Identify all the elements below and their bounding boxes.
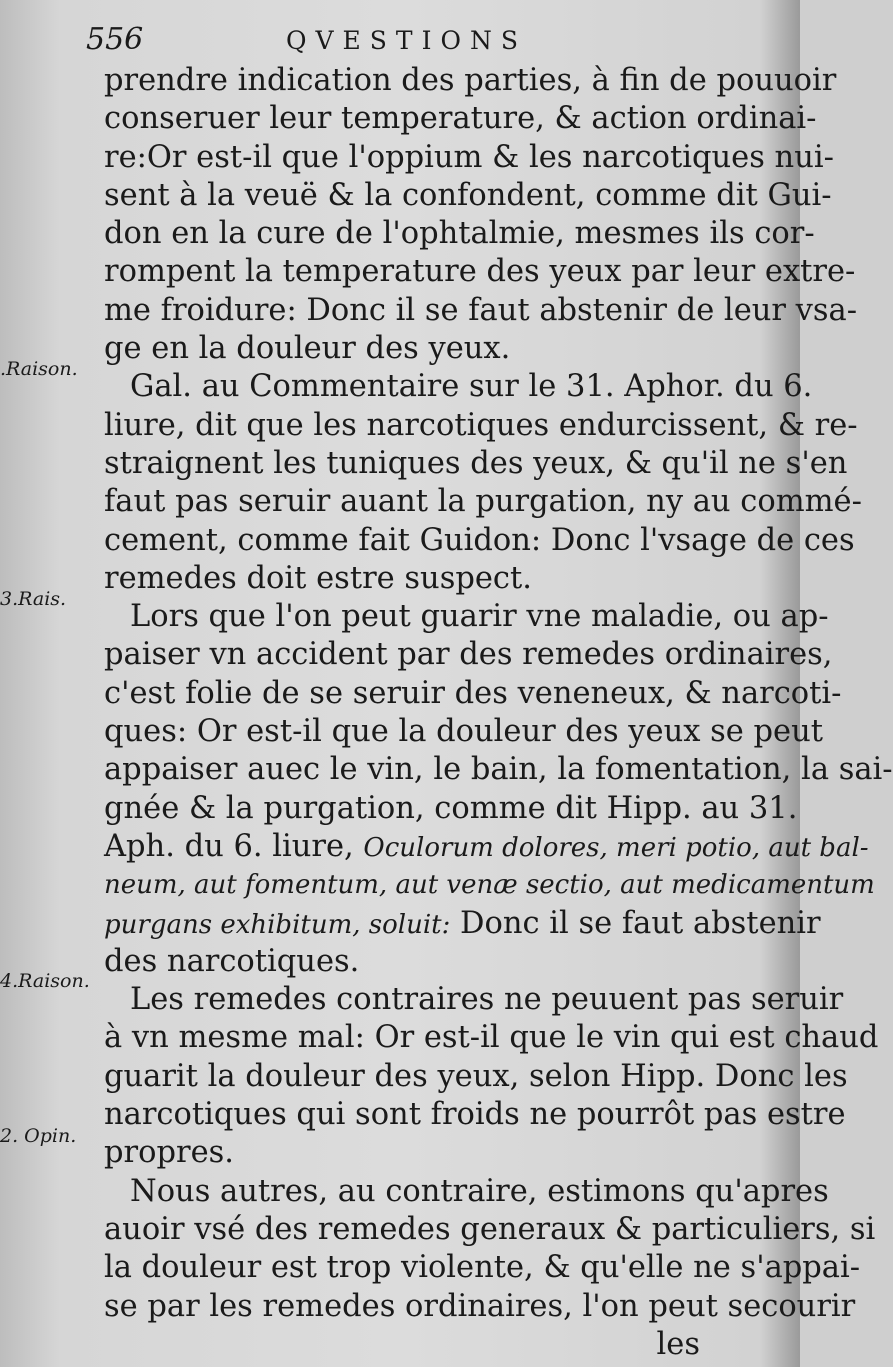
text-line: paiser vn accident par des remedes ordinaires, [104, 637, 833, 673]
text-line: ge en la douleur des yeux. [104, 331, 511, 367]
text-line: propres. [104, 1135, 234, 1171]
text-line [104, 905, 821, 943]
text-line: cement, comme fait Guidon: Donc l'vsage de ces [104, 522, 855, 558]
text-line: Nous autres, au contraire, estimons qu'apres [130, 1173, 829, 1209]
text-line: faut pas seruir auant la purgation, ny au commé- [104, 484, 862, 520]
text-line: don en la cure de l'ophtalmie, mesmes ils cor- [104, 216, 815, 252]
text-line: straignent les tuniques des yeux, & qu'il ne s'en [104, 445, 848, 481]
margin-note: 2. Opin. [0, 1125, 77, 1147]
text-line: la douleur est trop violente, & qu'elle ne s'appai- [104, 1250, 861, 1286]
latin-quote-line: neum, aut fomentum, aut venæ sectio, aut medicamentum [104, 870, 875, 901]
text-line: guarit la douleur des yeux, selon Hipp. Donc les [104, 1058, 848, 1094]
text-line: narcotiques qui sont froids ne pourrôt pas estre [104, 1097, 846, 1133]
page-number: 556 [86, 22, 144, 57]
margin-note: .Raison. [0, 358, 78, 380]
text-line: Lors que l'on peut guarir vne maladie, ou ap- [130, 599, 829, 635]
text-line: se par les remedes ordinaires, l'on peut secourir [104, 1288, 856, 1324]
margin-note: 3.Rais. [0, 588, 67, 610]
text-line [104, 828, 869, 866]
page-header [86, 22, 686, 62]
text-line: sent à la veuë & la confondent, comme dit Gui- [104, 177, 832, 213]
text-fragment: Donc il se faut abstenir [460, 905, 821, 941]
text-line: conseruer leur temperature, & action ordinai- [104, 101, 817, 137]
text-line: à vn mesme mal: Or est-il que le vin qui est chaud [104, 1020, 879, 1056]
text-line: des narcotiques. [104, 943, 360, 979]
text-line: Gal. au Commentaire sur le 31. Aphor. du 6. [130, 369, 813, 405]
text-line: ques: Or est-il que la douleur des yeux se peut [104, 714, 823, 750]
text-line: prendre indication des parties, à fin de pouuoir [104, 63, 837, 98]
catchword: les [656, 1326, 700, 1362]
text-line: re:Or est-il que l'oppium & les narcotiques nui- [104, 139, 834, 175]
text-line: rompent la temperature des yeux par leur extre- [104, 254, 856, 290]
body-text [104, 62, 893, 1364]
text-line: auoir vsé des remedes generaux & particuliers, si [104, 1211, 876, 1247]
running-title: QVESTIONS [286, 26, 527, 55]
text-line: liure, dit que les narcotiques endurcissent, & re- [104, 407, 858, 443]
margin-note: 4.Raison. [0, 970, 90, 992]
latin-quote: purgans exhibitum, soluit: [104, 909, 451, 940]
text-line: me froidure: Donc il se faut abstenir de leur vsa- [104, 292, 858, 328]
latin-quote: Oculorum dolores, meri potio, aut bal- [363, 832, 869, 863]
text-fragment: Aph. du 6. liure, [104, 828, 354, 864]
text-line: gnée & la purgation, comme dit Hipp. au 31. [104, 790, 798, 826]
text-line: appaiser auec le vin, le bain, la fomentation, la sai- [104, 752, 893, 788]
text-line: remedes doit estre suspect. [104, 560, 532, 596]
text-line: Les remedes contraires ne peuuent pas seruir [130, 982, 844, 1018]
text-line: c'est folie de se seruir des veneneux, & narcoti- [104, 675, 842, 711]
